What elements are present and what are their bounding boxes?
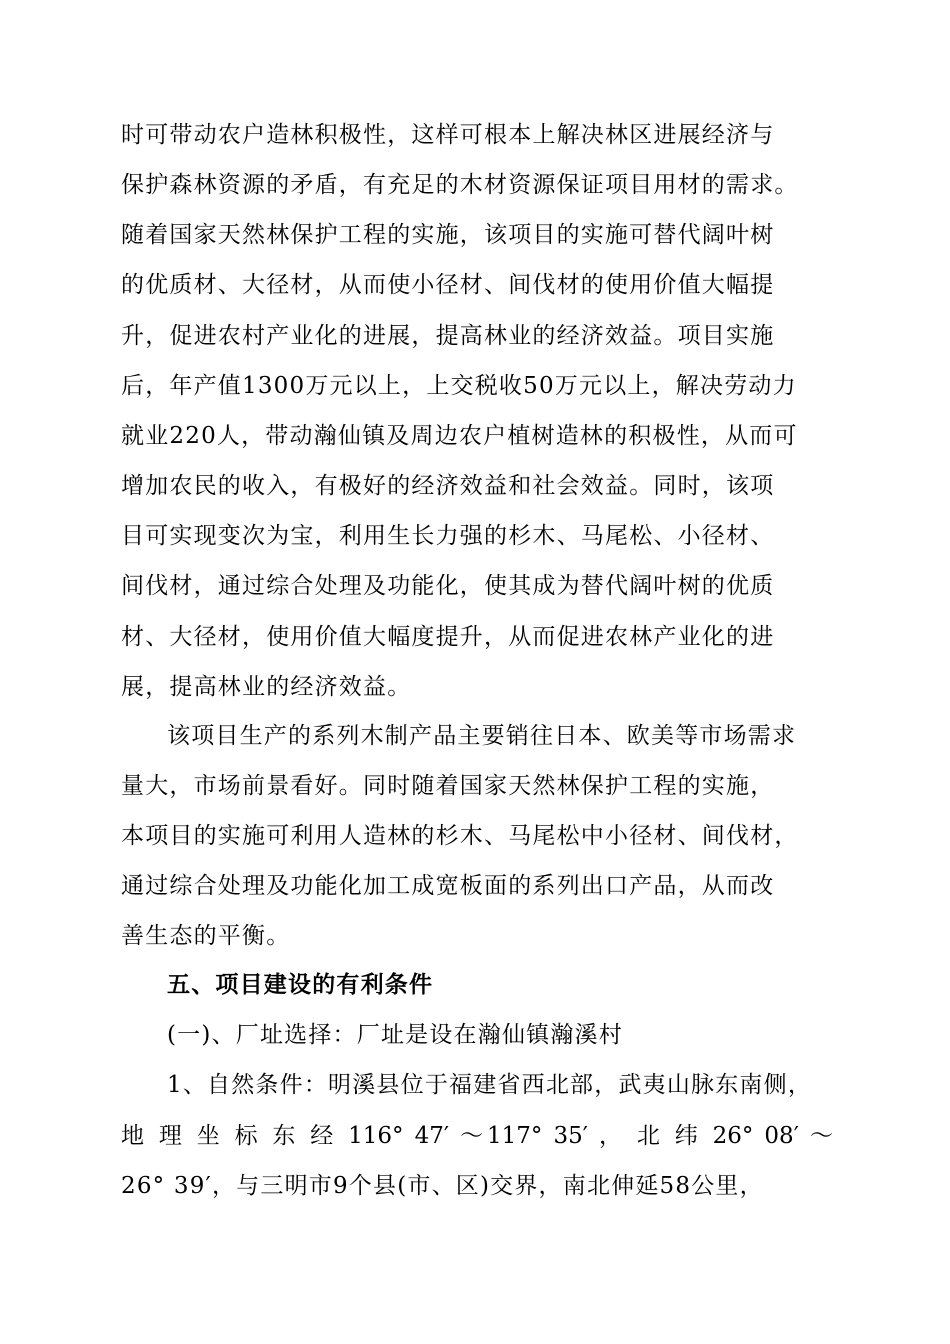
body-line: 时可带动农户造林积极性，这样可根本上解决林区进展经济与 [121,122,775,148]
body-line: 善生态的平衡。 [121,923,291,949]
body-line: 间伐材，通过综合处理及功能化，使其成为替代阔叶树的优质 [121,573,775,599]
body-line: 的优质材、大径材，从而使小径材、间伐材的使用价值大幅提 [121,272,775,298]
body-line: 随着国家天然林保护工程的实施，该项目的实施可替代阔叶树 [121,222,775,248]
body-line: 本项目的实施可利用人造林的杉木、马尾松中小径材、间伐材， [121,823,799,849]
body-line: 地 理 坐 标 东 经 116° 47′ ～117° 35′ ， 北 纬 26° 08′ ～ [121,1123,833,1149]
body-line: 升，促进农村产业化的进展，提高林业的经济效益。项目实施 [121,323,775,349]
body-line: 通过综合处理及功能化加工成宽板面的系列出口产品，从而改 [121,873,775,899]
body-line: 后，年产值1300万元以上，上交税收50万元以上，解决劳动力 [121,373,797,399]
body-line: 量大，市场前景看好。同时随着国家天然林保护工程的实施， [121,773,775,799]
body-line: 增加农民的收入，有极好的经济效益和社会效益。同时，该项 [121,473,775,499]
body-line: 26° 39′，与三明市9个县(市、区)交界，南北伸延58公里， [121,1173,764,1199]
body-line: 展，提高林业的经济效益。 [121,674,412,700]
body-line: 目可实现变次为宝，利用生长力强的杉木、马尾松、小径材、 [121,523,775,549]
paragraph-first-line: 1、自然条件：明溪县位于福建省西北部，武夷山脉东南侧， [167,1072,813,1098]
subsection-heading: (一)、厂址选择：厂址是设在瀚仙镇瀚溪村 [167,1022,623,1048]
paragraph-first-line: 该项目生产的系列木制产品主要销往日本、欧美等市场需求 [167,723,797,749]
body-line: 材、大径材，使用价值大幅度提升，从而促进农林产业化的进 [121,624,775,650]
body-line: 保护森林资源的矛盾，有充足的木材资源保证项目用材的需求。 [121,172,799,198]
body-line: 就业220人，带动瀚仙镇及周边农户植树造林的积极性，从而可 [121,423,798,449]
section-heading: 五、项目建设的有利条件 [167,971,434,998]
